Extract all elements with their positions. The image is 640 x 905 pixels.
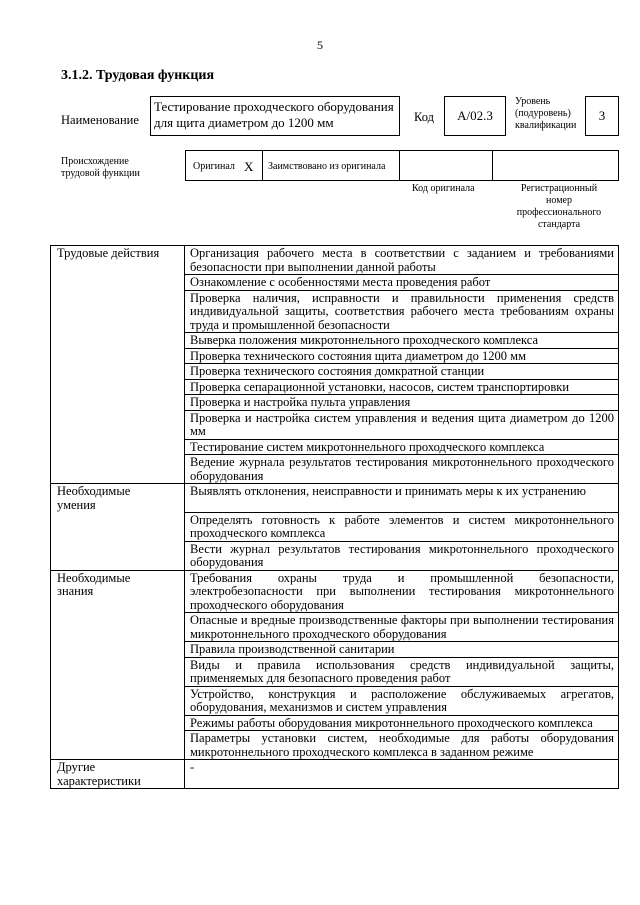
code-box [444, 96, 506, 136]
page-number: 5 [317, 38, 323, 52]
required-knowledge-item: Устройство, конструкция и расположение обслуживаемых агрегатов, оборудования, механизмов и систем управления [185, 686, 619, 715]
labor-actions-item: Тестирование систем микротоннельного проходческого комплекса [185, 439, 619, 455]
required-knowledge-label-cont [51, 715, 185, 731]
required-knowledge-item: Режимы работы оборудования микротоннельного проходческого комплекса [185, 715, 619, 731]
table-row [51, 290, 619, 333]
labor-actions-item: Проверка технического состояния щита диаметром до 1200 мм [185, 348, 619, 364]
origin-table [185, 150, 619, 181]
required-skills-item: Определять готовность к работе элементов и систем микротоннельного проходческого комплекса [185, 512, 619, 541]
required-knowledge-item: Виды и правила использования средств индивидуальной защиты, применяемых для безопасного проведения работ [185, 657, 619, 686]
required-skills-item: Вести журнал результатов тестирования микротоннельного проходческого оборудования [185, 541, 619, 570]
function-name-line2: для щита диаметром до 1200 мм [154, 115, 334, 130]
required-knowledge-item: Требования охраны труда и промышленной безопасности, электробезопасности при выполнении тестирования микротоннельного проходческого оборудования [185, 570, 619, 613]
labor-actions-item: Ведение журнала результатов тестирования микротоннельного проходческого оборудования [185, 455, 619, 484]
labor-actions-item: Ознакомление с особенностями места проведения работ [185, 275, 619, 291]
table-row [51, 364, 619, 380]
required-knowledge-item: Опасные и вредные производственные факторы при выполнении тестирования микротоннельного проходческого оборудования [185, 613, 619, 642]
required-skills-label-line1: Необходимые [57, 484, 131, 498]
required-knowledge-label-cont [51, 642, 185, 658]
labor-actions-item: Проверка наличия, исправности и правильности применения средств индивидуальной защиты, соответствия рабочего места требованиям охраны труда и промышленной безопасности [185, 290, 619, 333]
origin-label-line1: Происхождение [61, 156, 129, 167]
labor-actions-label-cont [51, 395, 185, 411]
reg-number-line4: стандарта [537, 219, 581, 230]
table-row [51, 484, 619, 513]
labor-actions-label-cont [51, 290, 185, 333]
labor-actions-label-cont [51, 455, 185, 484]
competency-table [50, 245, 619, 789]
level-label-line1: Уровень [515, 96, 551, 107]
labor-actions-item: Организация рабочего места в соответствии с заданием и требованиями безопасности при выполнении данной работы [185, 246, 619, 275]
other-characteristics-value: - [185, 760, 619, 789]
table-row [51, 333, 619, 349]
reg-number-line1: Регистрационный [520, 183, 598, 194]
table-row [51, 410, 619, 439]
required-knowledge-label [51, 570, 185, 613]
table-row [51, 642, 619, 658]
reg-number-caption [500, 183, 618, 231]
name-label: Наименование [61, 113, 139, 127]
table-row [51, 760, 619, 789]
labor-actions-item: Проверка и настройка систем управления и ведения щита диаметром до 1200 мм [185, 410, 619, 439]
required-skills-label-cont [51, 512, 185, 541]
required-skills-label [51, 484, 185, 513]
labor-actions-label [51, 246, 185, 275]
level-value: 3 [598, 108, 606, 123]
function-name-line1: Тестирование проходческого оборудования [154, 99, 394, 114]
required-skills-label-cont [51, 541, 185, 570]
labor-actions-item: Проверка технического состояния домкратной станции [185, 364, 619, 380]
table-row [51, 275, 619, 291]
table-row [51, 395, 619, 411]
labor-actions-label-cont [51, 379, 185, 395]
table-row [51, 246, 619, 275]
table-row [51, 731, 619, 760]
table-row [51, 512, 619, 541]
table-row [51, 613, 619, 642]
labor-actions-label-cont [51, 348, 185, 364]
other-characteristics-label-line1: Другие [57, 760, 96, 774]
labor-actions-label-line1: Трудовые действия [57, 246, 160, 260]
table-row [51, 715, 619, 731]
level-box [585, 96, 619, 136]
labor-actions-label-cont [51, 410, 185, 439]
required-knowledge-label-line1: Необходимые [57, 570, 131, 585]
reg-number-line2: номер [546, 195, 572, 206]
code-original-caption: Код оригинала [412, 183, 475, 194]
labor-actions-label-cont [51, 275, 185, 291]
borrowed-label: Заимствовано из оригинала [268, 161, 386, 172]
labor-actions-label-cont [51, 364, 185, 380]
other-characteristics-label-line2: характеристики [57, 773, 141, 788]
table-row [51, 657, 619, 686]
other-characteristics-label [51, 760, 185, 789]
table-row [51, 570, 619, 613]
reg-number-line3: профессионального [516, 207, 602, 218]
required-knowledge-label-line2: знания [57, 584, 94, 598]
required-knowledge-label-cont [51, 657, 185, 686]
level-label [515, 96, 585, 132]
level-label-line3: квалификации [515, 120, 577, 131]
labor-actions-item: Проверка и настройка пульта управления [185, 395, 619, 411]
table-row [51, 686, 619, 715]
table-row [51, 541, 619, 570]
required-knowledge-item: Правила производственной санитарии [185, 642, 619, 658]
table-row [51, 379, 619, 395]
table-row [51, 455, 619, 484]
required-knowledge-label-cont [51, 613, 185, 642]
required-skills-item: Выявлять отклонения, неисправности и принимать меры к их устранению [185, 484, 619, 513]
original-label: Оригинал [193, 161, 235, 172]
required-skills-label-line2: умения [57, 497, 96, 512]
required-knowledge-item: Параметры установки систем, необходимые для работы оборудования микротоннельного проходческого комплекса в заданном режиме [185, 731, 619, 760]
origin-label [61, 156, 140, 180]
required-knowledge-label-cont [51, 686, 185, 715]
level-label-line2: (подуровень) [515, 108, 571, 119]
origin-label-line2: трудовой функции [61, 168, 140, 179]
function-name-box [150, 96, 400, 136]
code-value: А/02.3 [457, 108, 493, 123]
section-title: 3.1.2. Трудовая функция [61, 68, 215, 83]
code-label: Код [414, 110, 434, 124]
table-row [51, 348, 619, 364]
required-knowledge-label-cont [51, 731, 185, 760]
labor-actions-label-cont [51, 439, 185, 455]
original-mark: X [244, 159, 254, 174]
labor-actions-item: Выверка положения микротоннельного проходческого комплекса [185, 333, 619, 349]
labor-actions-label-cont [51, 333, 185, 349]
labor-actions-item: Проверка сепарационной установки, насосов, систем транспортировки [185, 379, 619, 395]
table-row [51, 439, 619, 455]
